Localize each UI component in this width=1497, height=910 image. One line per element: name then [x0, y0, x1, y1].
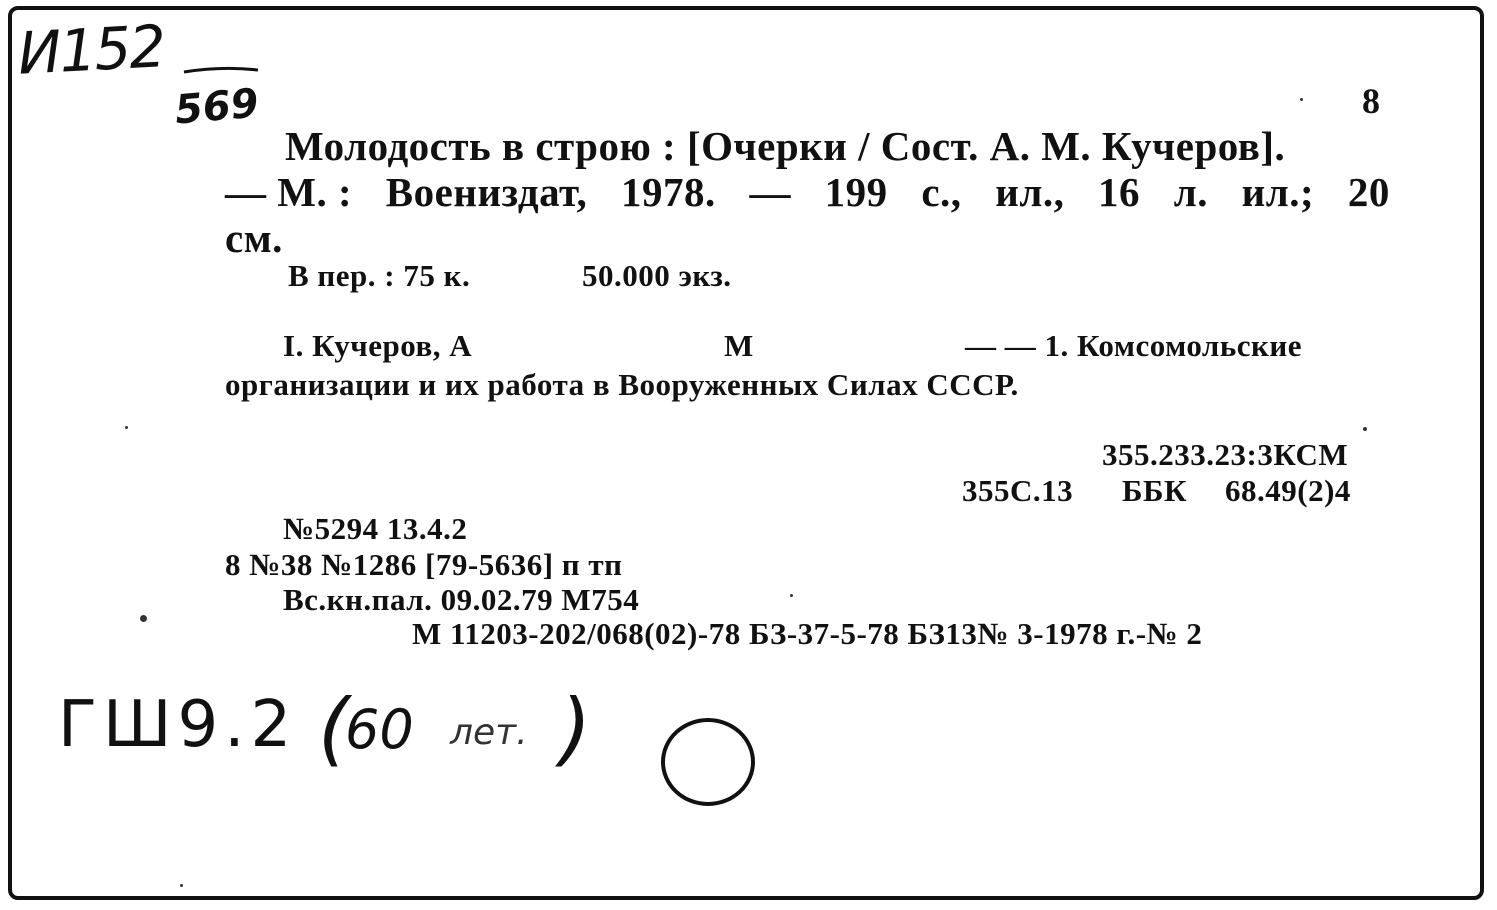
imprint-word: — М. : — [225, 169, 353, 215]
speck — [140, 615, 147, 622]
imprint-word: 199 — [824, 169, 888, 215]
price-binding: В пер. : 75 к. — [288, 258, 471, 293]
entry-imprint-line — [225, 168, 1390, 216]
imprint-word: с., — [921, 169, 962, 215]
shelf-note-number: 60 — [345, 698, 414, 761]
bbk-label: ББК — [1122, 473, 1187, 508]
speck — [1300, 98, 1303, 101]
call-number-bottom: 569 — [173, 80, 261, 134]
shelf-mark: ГШ9.2 — [58, 688, 298, 762]
imprint-word: Воениздат, — [385, 169, 588, 215]
punch-hole — [655, 710, 765, 814]
tracing-subject: — — 1. Комсомольские — [965, 328, 1302, 363]
entry-dimensions: см. — [225, 215, 283, 261]
bbk-code: 68.49(2)4 — [1225, 473, 1351, 508]
shelf-note-word: лет. — [450, 712, 528, 753]
speck — [125, 426, 128, 429]
call-number-fraction-line — [182, 60, 262, 80]
corner-number: 8 — [1362, 81, 1381, 121]
udc-code: 355.233.23:3КСМ — [1102, 437, 1349, 472]
imprint-word: 16 — [1098, 169, 1141, 215]
tracing-initial: М — [724, 328, 754, 363]
imprint-word: — — [749, 169, 791, 215]
order-number: №5294 13.4.2 — [283, 511, 468, 546]
speck — [180, 884, 183, 887]
speck — [790, 594, 793, 597]
imprint-word: л. — [1173, 169, 1208, 215]
tracing-subject-continued: организации и их работа в Вооруженных Силах СССР. — [225, 367, 1019, 402]
shelf-note-open: ( — [318, 682, 350, 775]
speck — [1363, 427, 1367, 431]
imprint-word: 20 — [1347, 169, 1390, 215]
entry-title-line: Молодость в строю : [Очерки / Сост. А. М. Кучеров]. — [285, 123, 1286, 169]
tracing-author: I. Кучеров, А — [283, 328, 473, 363]
book-chamber: Вс.кн.пал. 09.02.79 М754 — [283, 582, 640, 617]
imprint-word: ил., — [995, 169, 1065, 215]
local-code: 355С.13 — [962, 473, 1074, 508]
imprint-word: ил.; — [1241, 169, 1315, 215]
imprint-word: 1978. — [621, 169, 716, 215]
call-number-top: И152 — [16, 12, 166, 88]
print-run: 50.000 экз. — [582, 258, 732, 293]
footer-line: 8 №38 №1286 [79-5636] п тп — [225, 547, 623, 582]
shelf-note-close: ) — [560, 682, 592, 775]
index-line: М 11203-202/068(02)-78 БЗ-37-5-78 БЗ13№ 3-1978 г.-№ 2 — [412, 616, 1203, 651]
